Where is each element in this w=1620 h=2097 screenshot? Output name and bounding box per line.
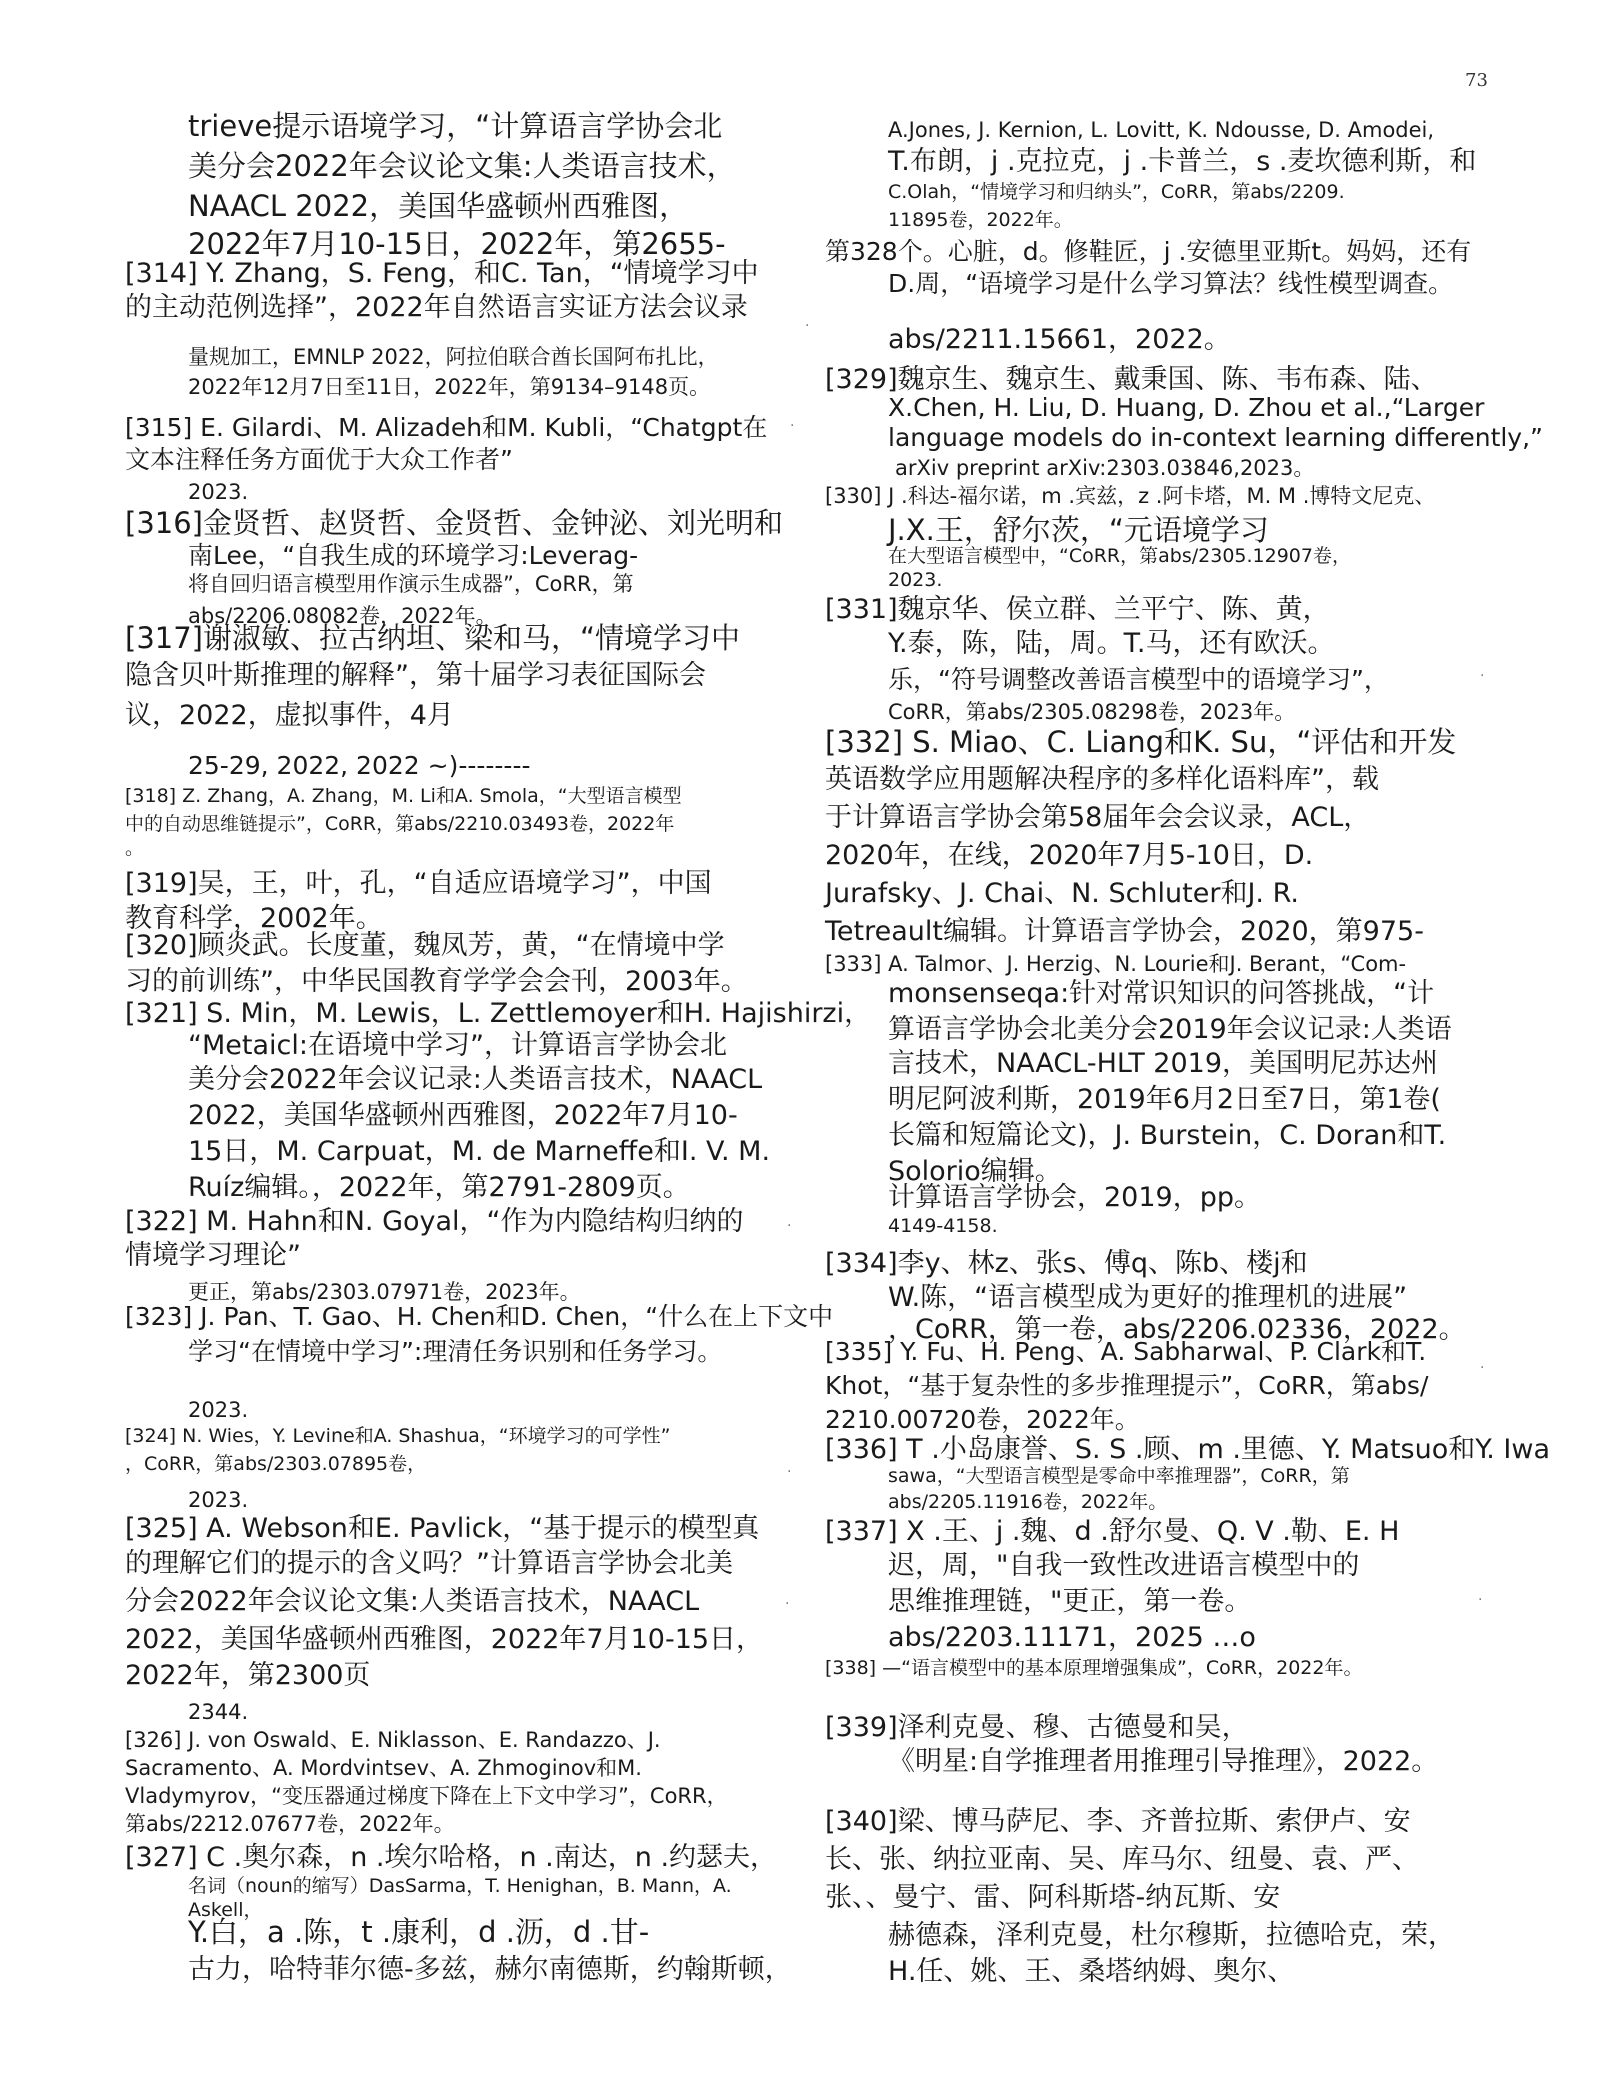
reference-line: 言技术，NAACL-HLT 2019，美国明尼苏达州 [888, 1048, 1438, 1079]
reference-line: 11895卷，2022年。 [888, 209, 1073, 231]
reference-line: 15日，M. Carpuat，M. de Marneffe和I. V. M. [188, 1136, 771, 1167]
reference-line: 长篇和短篇论文)，J. Burstein，C. Doran和T. [888, 1120, 1447, 1151]
reference-line: [335] Y. Fu、H. Peng、A. Sabharwal、P. Clark和T. [825, 1337, 1427, 1366]
reference-line: 4149-4158. [888, 1215, 998, 1237]
reference-line: 乐，“符号调整改善语言模型中的语境学习”， [888, 665, 1389, 694]
reference-line: [325] A. Webson和E. Pavlick，“基于提示的模型真 [125, 1513, 760, 1544]
reference-line: [331]魏京华、侯立群、兰平宁、陈、黄， [825, 594, 1330, 625]
reference-line: 2022，美国华盛顿州西雅图，2022年7月10- [188, 1100, 738, 1131]
reference-line: 分会2022年会议论文集:人类语言技术，NAACL [125, 1586, 700, 1617]
reference-line: abs/2206.08082卷，2022年。 [188, 604, 497, 628]
reference-line: 2344. [188, 1700, 249, 1724]
reference-line: 美分会2022年会议记录:人类语言技术，NAACL [188, 1064, 763, 1095]
reference-line: 第abs/2212.07677卷，2022年。 [125, 1812, 455, 1836]
reference-line: 教育科学，2002年。 [125, 903, 383, 934]
reference-line: 2022年，第2300页 [125, 1660, 371, 1691]
margin-mark: · [1480, 1360, 1485, 1376]
reference-line: Askell， [188, 1899, 263, 1921]
reference-line: 中的自动思维链提示”，CoRR，第abs/2210.03493卷，2022年 [125, 813, 675, 835]
reference-line: monsenseqa:针对常识知识的问答挑战，“计 [888, 978, 1435, 1009]
reference-line: NAACL 2022，美国华盛顿州西雅图， [188, 189, 689, 223]
reference-line: [320]顾炎武。长度董，魏凤芳，黄，“在情境中学 [125, 930, 725, 961]
reference-line: [318] Z. Zhang，A. Zhang，M. Li和A. Smola，“大型语言模型 [125, 785, 682, 807]
reference-line: Jurafsky、J. Chai、N. Schluter和J. R. [825, 878, 1299, 909]
reference-line: Y.白，a .陈，t .康利，d .沥，d .甘- [188, 1915, 650, 1949]
margin-mark: · [1480, 668, 1485, 684]
reference-line: 迟，周，"自我一致性改进语言模型中的 [888, 1550, 1360, 1581]
reference-line: 明尼阿波利斯，2019年6月2日至7日，第1卷( [888, 1084, 1441, 1115]
margin-mark: · [805, 318, 810, 334]
reference-line: C.Olah，“情境学习和归纳头”，CoRR，第abs/2209. [888, 181, 1345, 203]
reference-line: 将自回归语言模型用作演示生成器”，CoRR，第 [188, 572, 634, 596]
reference-line: [316]金贤哲、赵贤哲、金贤哲、金钟泌、刘光明和 [125, 506, 783, 540]
reference-line: 2022年7月10-15日，2022年，第2655- [188, 227, 726, 261]
reference-line: 。 [125, 837, 145, 859]
reference-line: [321] S. Min，M. Lewis，L. Zettlemoyer和H. Hajishirzi， [125, 998, 872, 1029]
reference-line: Vladymyrov，“变压器通过梯度下降在上下文中学习”，CoRR， [125, 1784, 728, 1808]
reference-line: abs/2203.11171，2025 …o [888, 1622, 1256, 1653]
reference-line: [334]李y、林z、张s、傅q、陈b、楼j和 [825, 1248, 1308, 1279]
reference-line: 名词（noun的缩写）DasSarma，T. Henighan，B. Mann，A. [188, 1875, 732, 1897]
reference-line: H.任、姚、王、桑塔纳姆、奥尔、 [888, 1956, 1295, 1987]
reference-line: 更正，第abs/2303.07971卷，2023年。 [188, 1280, 581, 1304]
reference-line: “Metaicl:在语境中学习”，计算语言学协会北 [188, 1030, 727, 1061]
reference-line: D.周，“语境学习是什么学习算法？线性模型调查。 [888, 269, 1454, 298]
reference-line: arXiv preprint arXiv:2303.03846,2023。 [895, 456, 1315, 480]
reference-line: 隐含贝叶斯推理的解释”，第十届学习表征国际会 [125, 660, 706, 691]
reference-line: Ruíz编辑。，2022年，第2791-2809页。 [188, 1172, 690, 1203]
reference-line: X.Chen, H. Liu, D. Huang, D. Zhou et al.,“Larger [888, 393, 1485, 422]
margin-mark: · [790, 418, 795, 434]
reference-line: [323] J. Pan、T. Gao、H. Chen和D. Chen，“什么在上下文中 [125, 1302, 834, 1331]
margin-mark: · [1478, 1592, 1483, 1608]
reference-line: 《明星:自学推理者用推理引导推理》，2022。 [888, 1746, 1439, 1777]
reference-line: Khot，“基于复杂性的多步推理提示”，CoRR，第abs/ [825, 1371, 1429, 1400]
reference-line: 的主动范例选择”，2022年自然语言实证方法会议录 [125, 292, 748, 323]
reference-line: J.X.王，舒尔茨，“元语境学习 [888, 513, 1269, 547]
reference-line: 计算语言学协会，2019，pp。 [888, 1182, 1261, 1213]
reference-line: ，CoRR，第一卷，abs/2206.02336，2022。 [888, 1314, 1466, 1345]
page-number: 73 [1465, 70, 1488, 91]
reference-line: 2022年12月7日至11日，2022年，第9134–9148页。 [188, 375, 711, 399]
reference-line: ，CoRR，第abs/2303.07895卷， [125, 1453, 427, 1475]
reference-line: [324] N. Wies，Y. Levine和A. Shashua，“环境学习的可学性” [125, 1425, 671, 1447]
reference-line: [332] S. Miao、C. Liang和K. Su，“评估和开发 [825, 725, 1457, 759]
reference-line: 量规加工，EMNLP 2022，阿拉伯联合酋长国阿布扎比， [188, 345, 719, 369]
reference-line: 2023. [888, 569, 943, 591]
reference-line: 赫德森，泽利克曼，杜尔穆斯，拉德哈克，荣， [888, 1920, 1455, 1951]
reference-line: 古力，哈特菲尔德-多兹，赫尔南德斯，约翰斯顿， [188, 1954, 792, 1985]
reference-line: [336] T .小岛康誉、S. S .顾、m .里德、Y. Matsuo和Y. Iwa [825, 1434, 1551, 1465]
reference-line: 2022，美国华盛顿州西雅图，2022年7月10-15日， [125, 1624, 764, 1655]
reference-line: 议，2022，虚拟事件，4月 [125, 700, 454, 731]
reference-line: [340]梁、博马萨尼、李、齐普拉斯、索伊卢、安 [825, 1806, 1411, 1837]
reference-line: [322] M. Hahn和N. Goyal，“作为内隐结构归纳的 [125, 1206, 744, 1237]
reference-line: Solorio编辑。 [888, 1156, 1062, 1187]
reference-line: 的理解它们的提示的含义吗？”计算语言学协会北美 [125, 1548, 733, 1579]
reference-line: [319]吴，王，叶，孔，“自适应语境学习”，中国 [125, 868, 712, 899]
reference-line: A.Jones, J. Kernion, L. Lovitt, K. Ndousse, D. Amodei, [888, 118, 1435, 142]
reference-line: [338] —“语言模型中的基本原理增强集成”，CoRR，2022年。 [825, 1657, 1363, 1679]
reference-line: 2023. [188, 480, 249, 504]
reference-line: language models do in-context learning differently,” [888, 423, 1544, 452]
reference-line: 学习“在情境中学习”:理清任务识别和任务学习。 [188, 1337, 723, 1366]
reference-line: 英语数学应用题解决程序的多样化语料库”，载 [825, 764, 1379, 795]
margin-mark: · [787, 1464, 792, 1480]
reference-line: [326] J. von Oswald、E. Niklasson、E. Randazzo、J. [125, 1728, 661, 1752]
reference-line: [314] Y. Zhang，S. Feng，和C. Tan，“情境学习中 [125, 258, 759, 289]
reference-line: 25-29, 2022, 2022 ~)-------- [188, 751, 531, 780]
reference-line: 情境学习理论” [125, 1240, 301, 1271]
reference-line: Y.泰，陈，陆，周。T.马，还有欧沃。 [888, 628, 1335, 659]
reference-line: trieve提示语境学习，“计算语言学协会北 [188, 109, 723, 143]
reference-line: 2020年，在线，2020年7月5-10日，D. [825, 840, 1314, 871]
reference-line: 习的前训练”，中华民国教育学学会会刊，2003年。 [125, 966, 748, 997]
reference-line: [330] J .科达-福尔诺，m .宾兹，z .阿卡塔，M. M .博特文尼克、 [825, 484, 1436, 508]
reference-line: 2210.00720卷，2022年。 [825, 1405, 1140, 1434]
reference-line: abs/2205.11916卷，2022年。 [888, 1491, 1168, 1513]
reference-line: 长、张、纳拉亚南、吴、库马尔、纽曼、袁、严、 [825, 1844, 1419, 1875]
reference-line: [327] C .奥尔森，n .埃尔哈格，n .南达，n .约瑟夫， [125, 1842, 778, 1873]
reference-line: [315] E. Gilardi、M. Alizadeh和M. Kubli，“Chatgpt在 [125, 413, 768, 442]
reference-line: [329]魏京生、魏京生、戴秉国、陈、韦布森、陆、 [825, 364, 1438, 395]
reference-line: [333] A. Talmor、J. Herzig、N. Lourie和J. Berant，“Com- [825, 952, 1407, 976]
reference-line: 文本注释任务方面优于大众工作者” [125, 445, 513, 474]
reference-line: [317]谢淑敏、拉古纳坦、梁和马，“情境学习中 [125, 621, 741, 655]
reference-line: 第328个。心脏，d。修鞋匠，j .安德里亚斯t。妈妈，还有 [825, 237, 1472, 266]
reference-line: abs/2211.15661，2022。 [888, 324, 1231, 355]
reference-line: 2023. [188, 1488, 249, 1512]
margin-mark: · [787, 1218, 792, 1234]
reference-line: 在大型语言模型中，“CoRR，第abs/2305.12907卷， [888, 545, 1351, 567]
reference-line: Tetreault编辑。计算语言学协会，2020，第975- [825, 916, 1424, 947]
reference-line: [337] X .王、j .魏、d .舒尔曼、Q. V .勒、E. H [825, 1516, 1400, 1547]
reference-line: 算语言学协会北美分会2019年会议记录:人类语 [888, 1014, 1452, 1045]
reference-line: Sacramento、A. Mordvintsev、A. Zhmoginov和M. [125, 1756, 642, 1780]
reference-line: 张、、曼宁、雷、阿科斯塔-纳瓦斯、安 [825, 1882, 1281, 1913]
reference-line: 美分会2022年会议论文集:人类语言技术， [188, 149, 736, 183]
reference-line: 于计算语言学协会第58届年会会议录，ACL， [825, 802, 1371, 833]
reference-line: T.布朗，j .克拉克，j .卡普兰，s .麦坎德利斯，和 [888, 146, 1477, 177]
reference-line: CoRR，第abs/2305.08298卷，2023年。 [888, 700, 1296, 724]
reference-line: 2023. [188, 1398, 249, 1422]
margin-mark: · [785, 1596, 790, 1612]
reference-line: 思维推理链，"更正，第一卷。 [888, 1586, 1252, 1617]
reference-line: sawa，“大型语言模型是零命中率推理器”，CoRR，第 [888, 1465, 1350, 1487]
reference-line: W.陈，“语言模型成为更好的推理机的进展” [888, 1282, 1408, 1313]
reference-line: [339]泽利克曼、穆、古德曼和吴， [825, 1712, 1249, 1743]
reference-line: 南Lee，“自我生成的环境学习:Leverag- [188, 541, 639, 570]
